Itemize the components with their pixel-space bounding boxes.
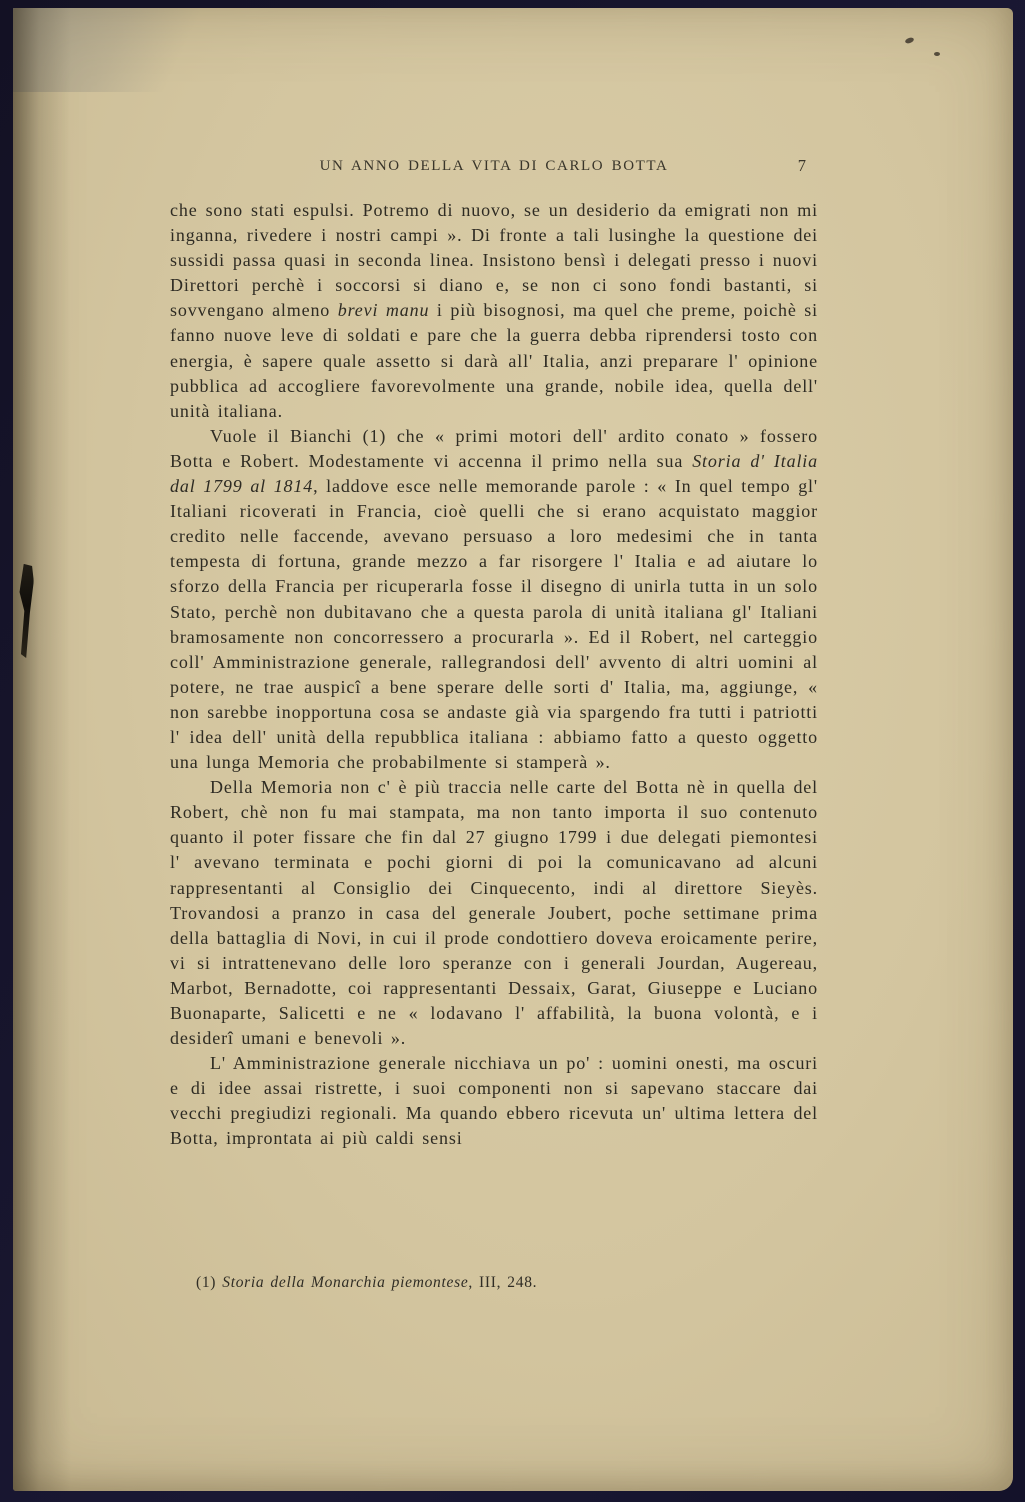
- paper-speck: [934, 52, 940, 56]
- italic-run: Storia della Monarchia piemontese: [222, 1274, 469, 1291]
- text-run: Vuole il Bianchi (1) che « primi motori dell' ardito conato » fossero Botta e Robert. Modestamente vi accenna il primo nella sua: [170, 425, 818, 471]
- paragraph: [170, 424, 818, 775]
- page-corner-shade: [13, 8, 238, 92]
- italic-run: Storia d' Italia dal 1799 al 1814: [170, 450, 818, 497]
- ink-mark: [18, 564, 34, 658]
- text-run: che sono stati espulsi. Potremo di nuovo, se un desiderio da emigrati non mi inganna, rivedere i nostri campi ». Di fronte a tali lusinghe la questione dei sussidi passa quasi in seconda linea. Insistono bensì i delegati presso i nuovi Direttori perchè i soccorsi si diano e, se non ci sono fondi bastanti, si sovvengano almeno: [170, 200, 818, 321]
- text-run: i più bisognosi, ma quel che preme, poichè si fanno nuove leve di soldati e pare che la guerra debba riprendersi tosto con energia, è sapere quale assetto si darà all' Italia, anzi preparare l' opinione pubblica ad accogliere favorevolmente una grande, nobile idea, quella dell' unità italiana.: [170, 300, 818, 421]
- page-body: [170, 198, 818, 1152]
- paragraph: [170, 775, 818, 1051]
- footnote: [196, 1274, 816, 1292]
- paragraph: [170, 1051, 818, 1151]
- text-run: , III, 248.: [468, 1274, 538, 1291]
- footnote-text: [196, 1274, 537, 1291]
- book-page: [13, 8, 1013, 1491]
- text-run: , laddove esce nelle memorande parole : « In quel tempo gl' Italiani ricoverati in Francia, cioè quelli che si erano acquistato maggior credito nelle faccende, avevano persuaso a loro medesimi che in tanta tempesta di fortuna, grande mezzo a far risorgere l' Italia e ad aiutare lo sforzo della Francia per ricuperarla fosse il disegno di unirla tutta in un solo Stato, perchè non dubitavano che a questa parola di unità italiana gl' Italiani bramosamente non concorressero a procurarla ». Ed il Robert, nel carteggio coll' Amministrazione generale, rallegrandosi dell' avvento di altri uomini al potere, ne trae auspicî a bene sperare delle sorti d' Italia, ma, aggiunge, « non sarebbe inopportuna cosa se andaste già via spargendo fra tutti i patriotti l' idea dell' unità della repubblica italiana : abbiamo fatto a questo oggetto una lunga Memoria che probabilmente si stamperà ».: [170, 476, 818, 773]
- running-title: UN ANNO DELLA VITA DI CARLO BOTTA: [319, 158, 669, 174]
- paragraph: [170, 198, 818, 424]
- text-run: Della Memoria non c' è più traccia nelle carte del Botta nè in quella del Robert, chè non fu mai stampata, ma non tanto importa il suo contenuto quanto il poter fissare che fin dal 27 giugno 1799 i due delegati piemontesi l' avevano terminata e pochi giorni di poi la comunicavano ad alcuni rappresentanti al Consiglio dei Cinquecento, indi al direttore Sieyès. Trovandosi a pranzo in casa del generale Joubert, poche settimane prima della battaglia di Novi, in cui il prode condottiero doveva eroicamente perire, vi si intrattenevano delle loro speranze con i generali Jourdan, Augereau, Marbot, Bernadotte, coi rappresentanti Dessaix, Garat, Giuseppe e Luciano Buonaparte, Salicetti e ne « lodavano l' affabilità, la buona volontà, e i desiderî umani e benevoli ».: [170, 777, 818, 1049]
- text-run: (1): [196, 1274, 223, 1291]
- page-number: 7: [797, 156, 806, 175]
- text-run: L' Amministrazione generale nicchiava un po' : uomini onesti, ma oscuri e di idee assai ristrette, i suoi componenti non si sapevano staccare dai vecchi pregiudizi regionali. Ma quando ebbero ricevuta un' ultima lettera del Botta, improntata ai più caldi sensi: [170, 1053, 818, 1149]
- page-header: [170, 158, 818, 180]
- paper-speck: [904, 37, 914, 45]
- italic-run: brevi manu: [337, 300, 430, 321]
- gutter-shadow: [13, 8, 71, 1491]
